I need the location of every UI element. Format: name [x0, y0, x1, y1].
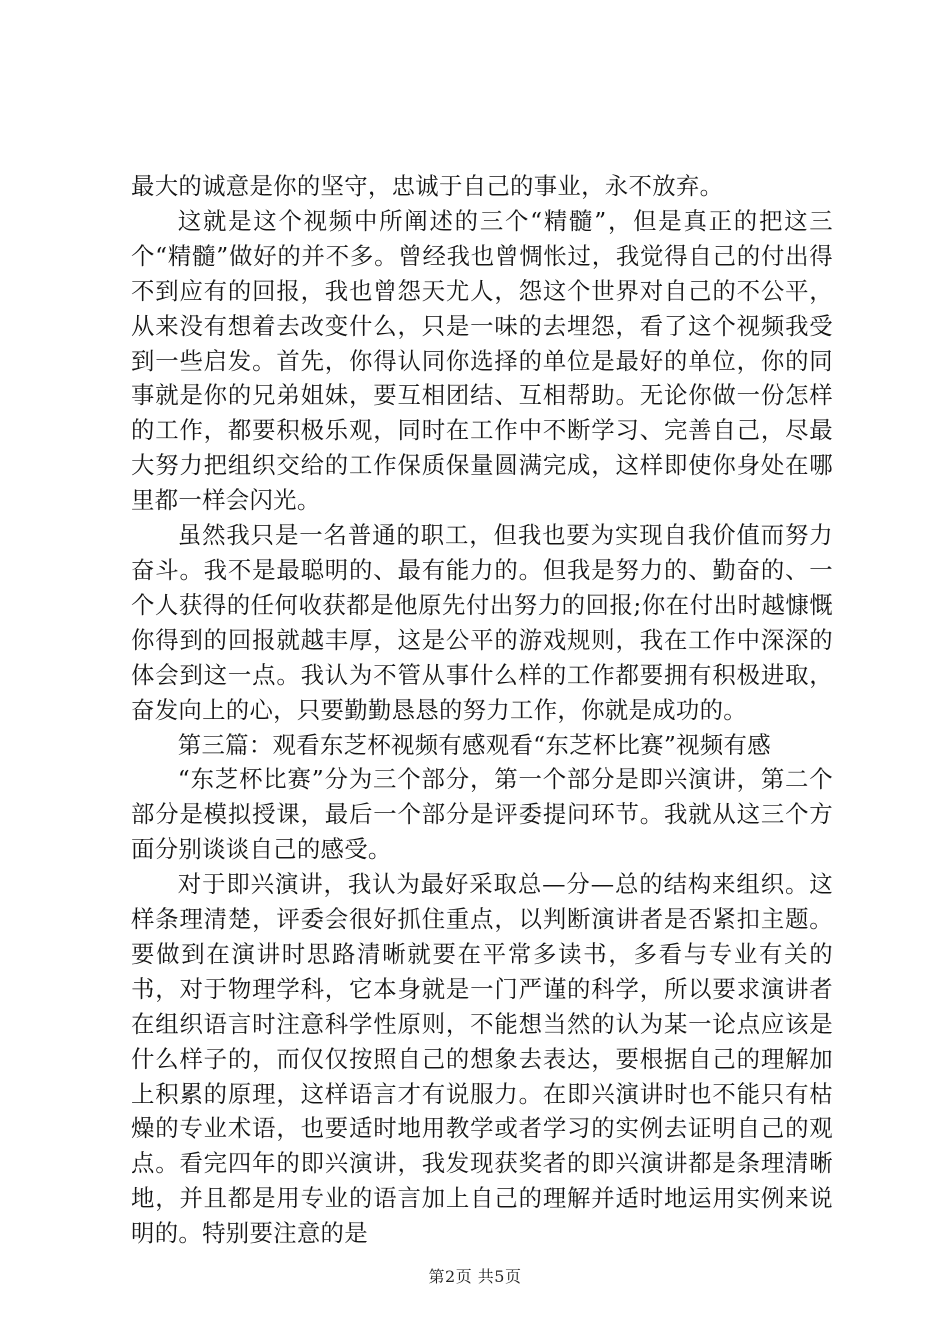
paragraph-2: 这就是这个视频中所阐述的三个“精髓”，但是真正的把这三个“精髓”做好的并不多。曾经我也曾惆怅过，我觉得自己的付出得不到应有的回报，我也曾怨天尤人，怨这个世界对自己的不公平，从来没有想着去改变什么，只是一味的去埋怨，看了这个视频我受到一些启发。首先，你得认同你选择的单位是最好的单位，你的同事就是你的兄弟姐妹，要互相团结、互相帮助。无论你做一份怎样的工作，都要积极乐观，同时在工作中不断学习、完善自己，尽最大努力把组织交给的工作保质保量圆满完成，这样即使你身处在哪里都一样会闪光。 [131, 206, 833, 515]
section-heading: 第三篇：观看东芝杯视频有感观看“东芝杯比赛”视频有感 [177, 730, 771, 759]
page-number-footer: 第2页 共5页 [428, 1267, 522, 1286]
body-text [131, 169, 833, 1251]
paragraph-5: 对于即兴演讲，我认为最好采取总—分—总的结构来组织。这样条理清楚，评委会很好抓住重点，以判断演讲者是否紧扣主题。要做到在演讲时思路清晰就要在平常多读书，多看与专业有关的书，对于物理学科，它本身就是一门严谨的科学，所以要求演讲者在组织语言时注意科学性原则，不能想当然的认为某一论点应该是什么样子的，而仅仅按照自己的想象去表达，要根据自己的理解加上积累的原理，这样语言才有说服力。在即兴演讲时也不能只有枯燥的专业术语，也要适时地用教学或者学习的实例去证明自己的观点。看完四年的即兴演讲，我发现获奖者的即兴演讲都是条理清晰地，并且都是用专业的语言加上自己的理解并适时地运用实例来说明的。特别要注意的是 [131, 870, 833, 1248]
paragraph-1: 最大的诚意是你的坚守，忠诚于自己的事业，永不放弃。 [131, 172, 724, 200]
paragraph-3: 虽然我只是一名普通的职工，但我也要为实现自我价值而努力奋斗。我不是最聪明的、最有能力的。但我是努力的、勤奋的、一个人获得的任何收获都是他原先付出努力的回报;你在付出时越慷慨你得到的回报就越丰厚，这是公平的游戏规则，我在工作中深深的体会到这一点。我认为不管从事什么样的工作都要拥有积极进取，奋发向上的心，只要勤勤恳恳的努力工作，你就是成功的。 [131, 521, 833, 724]
paragraph-4: “东芝杯比赛”分为三个部分，第一个部分是即兴演讲，第二个部分是模拟授课，最后一个部分是评委提问环节。我就从这三个方面分别谈谈自己的感受。 [131, 765, 833, 864]
